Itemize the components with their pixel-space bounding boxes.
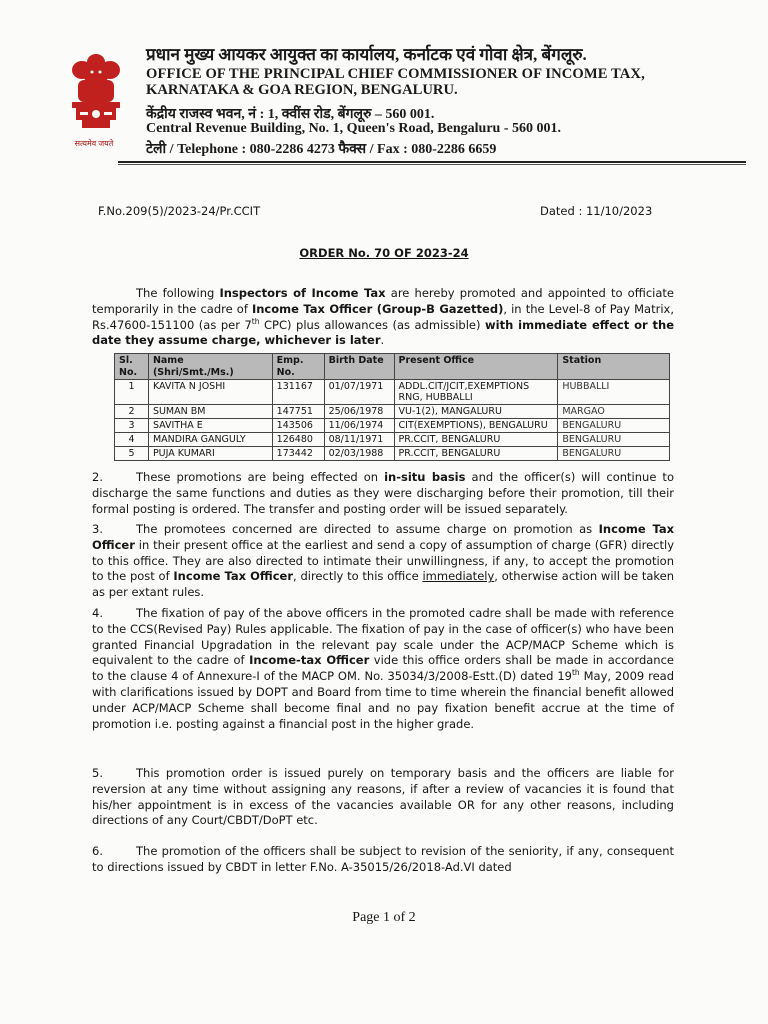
- para2-text: These promotions are being effected on: [136, 470, 385, 484]
- paragraph-4: [92, 606, 674, 732]
- para1-bold: with immediate effect or the date they assume charge, whichever is later: [92, 317, 675, 348]
- para3-text: in their present office at the earliest and send a copy of assumption of charge (GFR) directly to this office. They are also directed to intimate their unwillingness, if any, to accept the promotion to the post of: [92, 537, 674, 584]
- para5-text: This promotion order is issued purely on temporary basis and the officers are liable for reversion at any time without assigning any reasons, if after a review of vacancies it is found that his/her appointment is in excess of the vacancies available OR for any other reasons, including directions of any Court/CBDT/DoPT etc.: [92, 766, 674, 828]
- para1-bold: Inspectors of Income Tax: [219, 286, 386, 300]
- table-cell: 143506: [272, 419, 324, 433]
- table-cell: 08/11/1971: [324, 433, 394, 447]
- para6-text: The promotion of the officers shall be subject to revision of the seniority, if any, consequent to directions issued by CBDT in letter F.No. A-35015/26/2018-Ad.VI dated: [92, 844, 674, 874]
- para1-bold: Income Tax Officer (Group-B Gazetted): [251, 301, 504, 316]
- order-date: Dated : 11/10/2023: [540, 204, 653, 218]
- table-cell: BENGALURU: [558, 419, 670, 433]
- table-cell: 126480: [272, 433, 324, 447]
- order-title: ORDER No. 70 OF 2023-24: [299, 246, 469, 260]
- hindi-address: केंद्रीय राजस्व भवन, नं : 1, क्वींस रोड, बेंगलूरु – 560 001.: [146, 107, 435, 122]
- column-header: Present Office: [394, 354, 558, 380]
- column-header: Sl. No.: [115, 354, 149, 380]
- paragraph-3: [92, 522, 674, 601]
- paragraph-number: 2.: [92, 470, 103, 484]
- paragraph-number: 4.: [92, 606, 103, 620]
- table-cell: 147751: [272, 405, 324, 419]
- hindi-office-title: प्रधान मुख्य आयकर आयुक्त का कार्यालय, कर्नाटक एवं गोवा क्षेत्र, बेंगलूरु.: [146, 45, 587, 64]
- table-cell: 131167: [272, 380, 324, 405]
- file-number: F.No.209(5)/2023-24/Pr.CCIT: [98, 204, 261, 218]
- table-cell: MANDIRA GANGULY: [148, 433, 272, 447]
- para3-bold: Income Tax Officer: [173, 569, 294, 584]
- para1-text: are hereby promoted and appointed to officiate temporarily in the cadre of: [92, 286, 674, 316]
- paragraph-number: 3.: [92, 522, 103, 536]
- para3-text: , directly to this office: [293, 569, 423, 584]
- para1-text: The following: [136, 286, 220, 300]
- para4-bold: Income-tax Officer: [249, 653, 370, 668]
- paragraph-2: [92, 470, 674, 517]
- table-cell: 173442: [272, 447, 324, 461]
- table-header-row: [115, 354, 670, 380]
- table-row: [115, 419, 670, 433]
- para4-text: vide this office orders shall be made in accordance to the clause 4 of Annexure-I of the MACP OM. No. 35034/3/2008-Estt.(D) dated 19: [92, 653, 674, 684]
- paragraph-1: [92, 286, 674, 349]
- table-cell: 5: [115, 447, 149, 461]
- paragraph-number: 5.: [92, 766, 103, 780]
- table-cell: 1: [115, 380, 149, 405]
- header-rule-thin: [118, 164, 746, 165]
- para4-text: May, 2009 read with clarifications issued by DOPT and Board from time to time wherein the financial benefit allowed under ACP/MACP Scheme shall become final and no pay fixation benefit accrue at the time of promotion i.e. posting against a financial post in the higher grade.: [92, 669, 675, 731]
- table-cell: ADDL.CIT/JCIT,EXEMPTIONS RNG, HUBBALLI: [394, 380, 558, 405]
- para1-sup: th: [251, 316, 260, 326]
- promotion-table: [114, 353, 670, 461]
- column-header: Emp. No.: [272, 354, 324, 380]
- para3-text: , otherwise action will be taken as per extant rules.: [92, 569, 674, 600]
- table-cell: BENGALURU: [558, 447, 670, 461]
- table-row: [115, 380, 670, 405]
- national-emblem-icon: [58, 50, 134, 150]
- table-cell: PR.CCIT, BENGALURU: [394, 447, 558, 461]
- page-number: Page 1 of 2: [352, 910, 416, 925]
- para1-text: CPC) plus allowances (as admissible): [259, 317, 486, 332]
- table-cell: VU-1(2), MANGALURU: [394, 405, 558, 419]
- english-address: Central Revenue Building, No. 1, Queen's Road, Bengaluru - 560 001.: [146, 121, 561, 136]
- table-cell: PR.CCIT, BENGALURU: [394, 433, 558, 447]
- table-cell: 25/06/1978: [324, 405, 394, 419]
- para4-text: The fixation of pay of the above officers in the promoted cadre shall be made with reference to the CCS(Revised Pay) Rules applicable. The fixation of pay in the case of officer(s) who have been granted Financial Upgradation in the relevant pay scale under the ACP/MACP Scheme which is equivalent to the cadre of: [92, 606, 674, 668]
- emblem-motto: सत्यमेव जयते: [74, 139, 114, 148]
- para4-sup: th: [571, 668, 580, 678]
- para1-text: .: [380, 333, 385, 348]
- office-title-line1: OFFICE OF THE PRINCIPAL CHIEF COMMISSIONER OF INCOME TAX,: [146, 66, 645, 82]
- column-header: Station: [558, 354, 670, 380]
- para2-text: and the officer(s) will continue to discharge the same functions and duties as they were discharging before their promotion, till their formal posting is ordered. The transfer and posting order will be issued separately.: [92, 470, 674, 516]
- paragraph-number: 6.: [92, 844, 103, 858]
- table-cell: HUBBALLI: [558, 380, 670, 405]
- office-title-line2: KARNATAKA & GOA REGION, BENGALURU.: [146, 82, 458, 98]
- para3-bold: Income Tax Officer: [92, 522, 674, 552]
- table-cell: PUJA KUMARI: [148, 447, 272, 461]
- para3-text: The promotees concerned are directed to assume charge on promotion as: [136, 522, 599, 536]
- table-cell: BENGALURU: [558, 433, 670, 447]
- para3-underlined: immediately: [422, 569, 495, 584]
- header-rule: [118, 161, 746, 163]
- table-cell: 11/06/1974: [324, 419, 394, 433]
- para1-text: , in the Level-8 of Pay Matrix, Rs.47600-151100 (as per 7: [92, 301, 674, 332]
- table-cell: 4: [115, 433, 149, 447]
- table-cell: SAVITHA E: [148, 419, 272, 433]
- table-cell: MARGAO: [558, 405, 670, 419]
- table-cell: 01/07/1971: [324, 380, 394, 405]
- table-row: [115, 447, 670, 461]
- table-cell: SUMAN BM: [148, 405, 272, 419]
- table-row: [115, 433, 670, 447]
- table-cell: 02/03/1988: [324, 447, 394, 461]
- table-cell: 2: [115, 405, 149, 419]
- phone-fax: टेली / Telephone : 080-2286 4273 फैक्स / Fax : 080-2286 6659: [146, 142, 497, 157]
- table-cell: CIT(EXEMPTIONS), BENGALURU: [394, 419, 558, 433]
- table-cell: KAVITA N JOSHI: [148, 380, 272, 405]
- paragraph-6: [92, 844, 674, 876]
- column-header: Birth Date: [324, 354, 394, 380]
- para2-bold: in-situ basis: [384, 470, 466, 484]
- table-cell: 3: [115, 419, 149, 433]
- paragraph-5: [92, 766, 674, 829]
- column-header: Name (Shri/Smt./Ms.): [148, 354, 272, 380]
- table-row: [115, 405, 670, 419]
